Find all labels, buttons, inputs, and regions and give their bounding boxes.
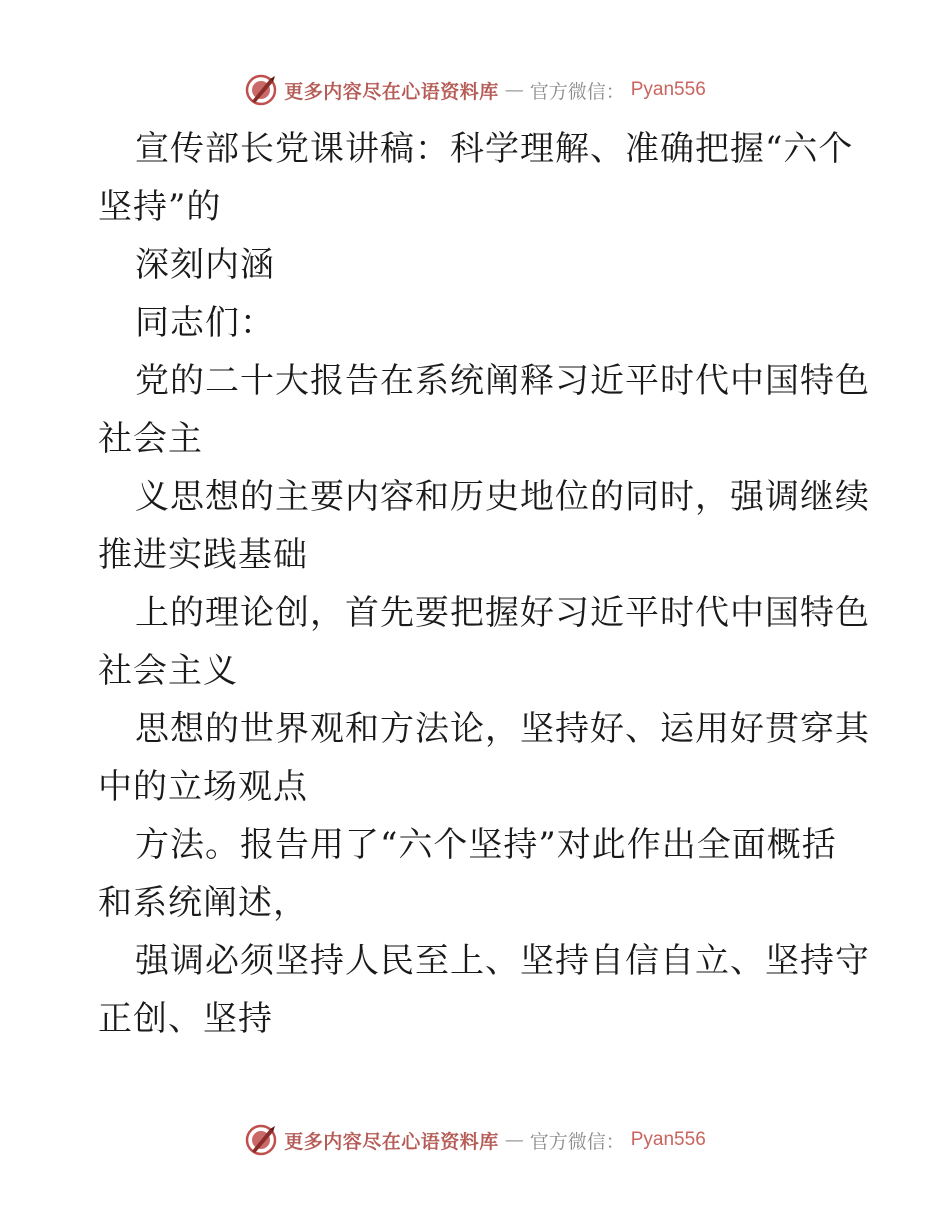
text-line: 宣传部长党课讲稿：科学理解、准确把握“六个	[135, 129, 854, 169]
text-line: 中的立场观点	[98, 767, 308, 807]
text-line: 同志们：	[135, 303, 275, 343]
quill-logo-icon	[244, 73, 278, 107]
text-line: 社会主义	[98, 651, 238, 691]
quill-logo-icon	[244, 1123, 278, 1157]
watermark-separator: —	[504, 79, 524, 101]
footer-watermark	[0, 1120, 950, 1160]
text-line: 思想的世界观和方法论，坚持好、运用好贯穿其	[135, 709, 870, 749]
text-line: 深刻内涵	[135, 245, 275, 285]
watermark-wechat-label: 官方微信：	[529, 80, 625, 103]
text-line: 党的二十大报告在系统阐释习近平时代中国特色	[135, 361, 870, 401]
text-line: 和系统阐述，	[98, 883, 308, 923]
text-line: 义思想的主要内容和历史地位的同时，强调继续	[135, 477, 870, 517]
watermark-site-text: 更多内容尽在心语资料库	[284, 1130, 499, 1153]
watermark-wechat-id: Pyan556	[630, 1129, 706, 1150]
text-line: 方法。报告用了“六个坚持”对此作出全面概括	[135, 825, 837, 865]
text-line: 上的理论创，首先要把握好习近平时代中国特色	[135, 593, 870, 633]
header-watermark	[0, 70, 950, 110]
text-line: 坚持”的	[98, 187, 222, 227]
text-line: 社会主	[98, 419, 203, 459]
text-line: 强调必须坚持人民至上、坚持自信自立、坚持守	[135, 941, 870, 981]
watermark-wechat-label: 官方微信：	[529, 1130, 625, 1153]
watermark-site-text: 更多内容尽在心语资料库	[284, 80, 499, 103]
document-body	[98, 120, 870, 1048]
watermark-separator: —	[504, 1129, 524, 1151]
text-line: 正创、坚持	[98, 999, 273, 1039]
text-line: 推进实践基础	[98, 535, 308, 575]
watermark-wechat-id: Pyan556	[630, 79, 706, 100]
